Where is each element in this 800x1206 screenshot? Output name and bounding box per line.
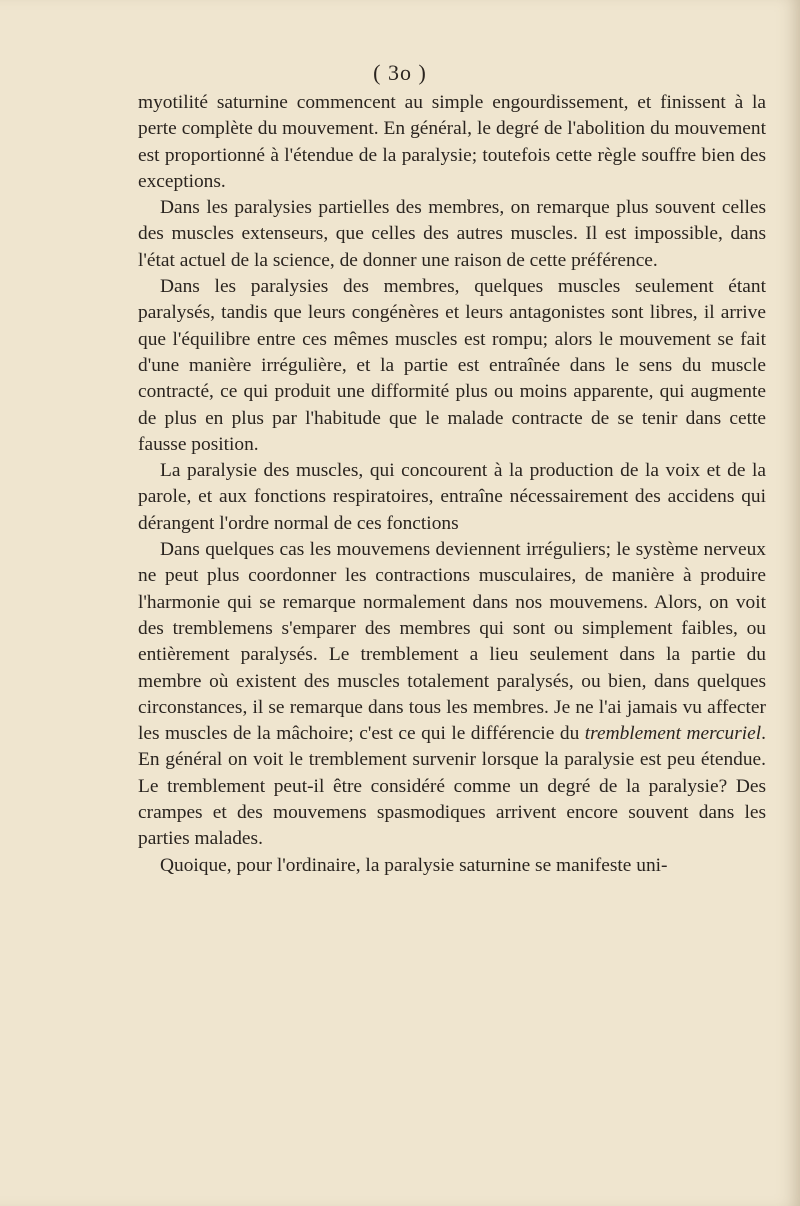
paragraph-3: Dans les paralysies des membres, quelques muscles seulement étant paralysés, tandis que leurs congénères et leurs antagonistes sont libres, il arrive que l'équilibre entre ces mêmes muscles est rompu; alors le mouvement se fait d'une manière irrégulière, et la partie est entraînée dans le sens du muscle contracté, ce qui produit une difformité plus ou moins apparente, qui augmente de plus en plus par l'habitude que le malade contracte de se tenir dans cette fausse position. [138,276,766,455]
paragraph-2: Dans les paralysies partielles des membres, on remarque plus souvent celles des muscles extenseurs, que celles des autres muscles. Il est impossible, dans l'état actuel de la science, de donner une raison de cette préférence. [138,197,766,271]
body-text [138,90,766,879]
paragraph-5-text-after: . En général on voit le tremblement survenir lorsque la paralysie est peu étendue. Le tremblement peut-il être considéré comme un degré de la paralysie? Des crampes et des mouvemens spasmodiques arrivent encore souvent dans les parties malades. [138,723,766,850]
paragraph-1: myotilité saturnine commencent au simple engourdissement, et finissent à la perte complète du mouvement. En général, le degré de l'abolition du mouvement est proportionné à l'étendue de la paralysie; toutefois cette règle souffre bien des exceptions. [138,92,766,192]
paragraph-5 [138,537,766,853]
paragraph-6: Quoique, pour l'ordinaire, la paralysie saturnine se manifeste uni- [160,854,668,876]
page-number: ( 3o ) [373,60,427,85]
paragraph-4: La paralysie des muscles, qui concourent à la production de la voix et de la parole, et aux fonctions respiratoires, entraîne nécessairement des accidens qui dérangent l'ordre normal de ces fonctions [138,460,766,534]
italic-term: tremblement mercuriel [584,723,762,745]
paragraph-5-text-before: Dans quelques cas les mouvemens deviennent irréguliers; le système nerveux ne peut plus coordonner les contractions musculaires, de manière à produire l'harmonie qui se remarque normalement dans nos mouvemens. Alors, on voit des tremblemens s'emparer des membres qui sont ou simplement faibles, ou entièrement paralysés. Le tremblement a lieu seulement dans la partie du membre où existent des muscles totalement paralysés, ou bien, dans quelques circonstances, il se remarque dans tous les membres. Je ne l'ai jamais vu affecter les muscles de la mâchoire; c'est ce qui le différencie du [138,539,766,745]
